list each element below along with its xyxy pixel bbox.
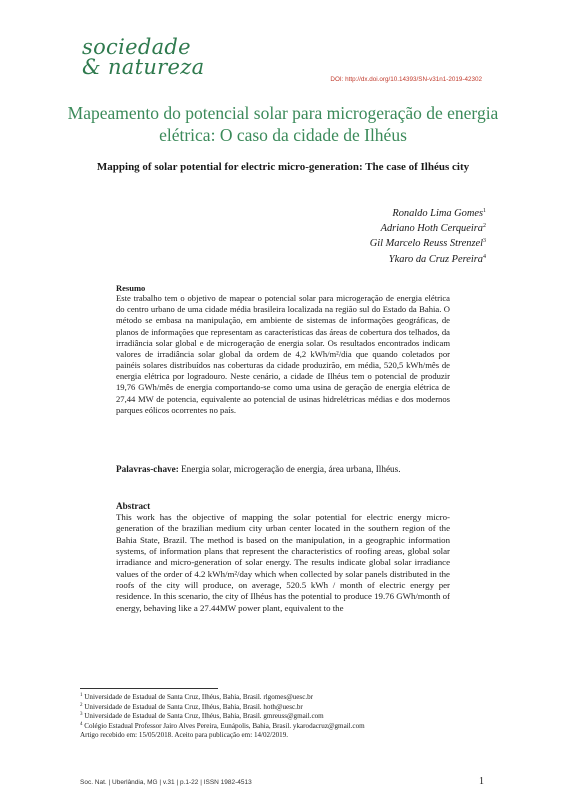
title-english: Mapping of solar potential for electric micro-generation: The case of Ilhéus city	[96, 161, 470, 173]
author: Ronaldo Lima Gomes$^1$	[392, 208, 486, 219]
abstract-heading: Abstract	[116, 501, 151, 511]
page-footer: Soc. Nat. | Uberlândia, MG | v.31 | p.1-22 | ISSN 1982-4513	[80, 779, 252, 786]
author: Adriano Hoth Cerqueira$^2$	[380, 223, 486, 235]
received-dates: Artigo recebido em: 15/05/2018. Aceito para publicação em: 14/02/2019.	[80, 731, 289, 740]
author: Ykaro da Cruz Pereira$^4$	[388, 253, 486, 265]
footnote: $^2$ Universidade de Estadual de Santa Cruz, Ilhéus, Bahia, Brasil. hoth@uesc.br	[80, 702, 303, 711]
abstract-text: This work has the objective of mapping the solar potential for electric energy micro-generation of the brazilian medium city urban center located in the southern region of the Bahia State, Brazil. The method is based on the manipulation, in a geographic information systems, of information plans that represent the characteristics of roofing areas, global solar irradiance and micro-generation of solar energy. The results indicate global solar irradiance values of the order of 4.2 kWh/m²/day which when collected by solar panels distributed in the roofs of the city will produce, on average, 520.5 kWh / month of electric energy per residence. In this scenario, the city of Ilhéus has the potential to produce 19.76 GWh/month of energy, behaving like a 27.44MW power plant, equivalent to the	[116, 512, 451, 613]
page-number: 1	[479, 776, 484, 787]
author: Gil Marcelo Reuss Strenzel$^3$	[369, 238, 486, 250]
logo-line-1: sociedade	[82, 35, 191, 59]
doi-link[interactable]: DOI: http://dx.doi.org/10.14393/SN-v31n1-2019-42302	[330, 76, 482, 83]
journal-logo	[82, 35, 205, 79]
keywords	[116, 464, 450, 476]
title-portuguese: Mapeamento do potencial solar para microgeração de energia elétrica: O caso da cidade de Ilhéus	[67, 103, 499, 146]
resumo-heading: Resumo	[116, 283, 146, 293]
logo-line-2: & natureza	[82, 54, 205, 79]
footnote: $^1$ Universidade de Estadual de Santa Cruz, Ilhéus, Bahia, Brasil. rlgomes@uesc.br	[80, 693, 314, 701]
footnotes	[80, 693, 500, 741]
footnote-divider	[80, 688, 218, 689]
footnote: $^4$ Colégio Estadual Professor Jairo Alves Pereira, Eunápolis, Bahia, Brasil. ykarodacruz@gmail.com	[80, 721, 365, 730]
keywords-text: Energia solar, microgeração de energia, área urbana, Ilhéus.	[181, 464, 401, 474]
footnote: $^3$ Universidade de Estadual de Santa Cruz, Ilhéus, Bahia, Brasil. gmreuss@gmail.com	[80, 712, 324, 721]
author-list	[370, 206, 486, 267]
keywords-label: Palavras-chave:	[116, 464, 179, 474]
resumo-text: Este trabalho tem o objetivo de mapear o potencial solar para microgeração de energia elétrica do centro urbano de uma cidade média brasileira localizada na região sul do Estado da Bahia. O método se embasa na manipulação, em ambiente de sistemas de informações geográficas, de planos de informações que representam as características das áreas de cobertura dos telhados, da irradiância solar global e de microgeração de energia solar. Os resultados encontrados indicam valores de irradiância solar global da ordem de 4,2 kWh/m²/dia que quando coletados por painéis solares distribuídos nas coberturas da cidade produzirão, em média, 520,5 kWh/mês de energia elétrica por logradouro. Neste cenário, a cidade de Ilhéus tem o potencial de produzir 19,76 GWh/mês de energia comportando-se como uma usina de geração de energia elétrica de 27,44 MW de potencia, equivalente ao potencial de usinas hidrelétricas médias e dos modernos parques eólicos ocorrentes no país.	[116, 293, 450, 415]
